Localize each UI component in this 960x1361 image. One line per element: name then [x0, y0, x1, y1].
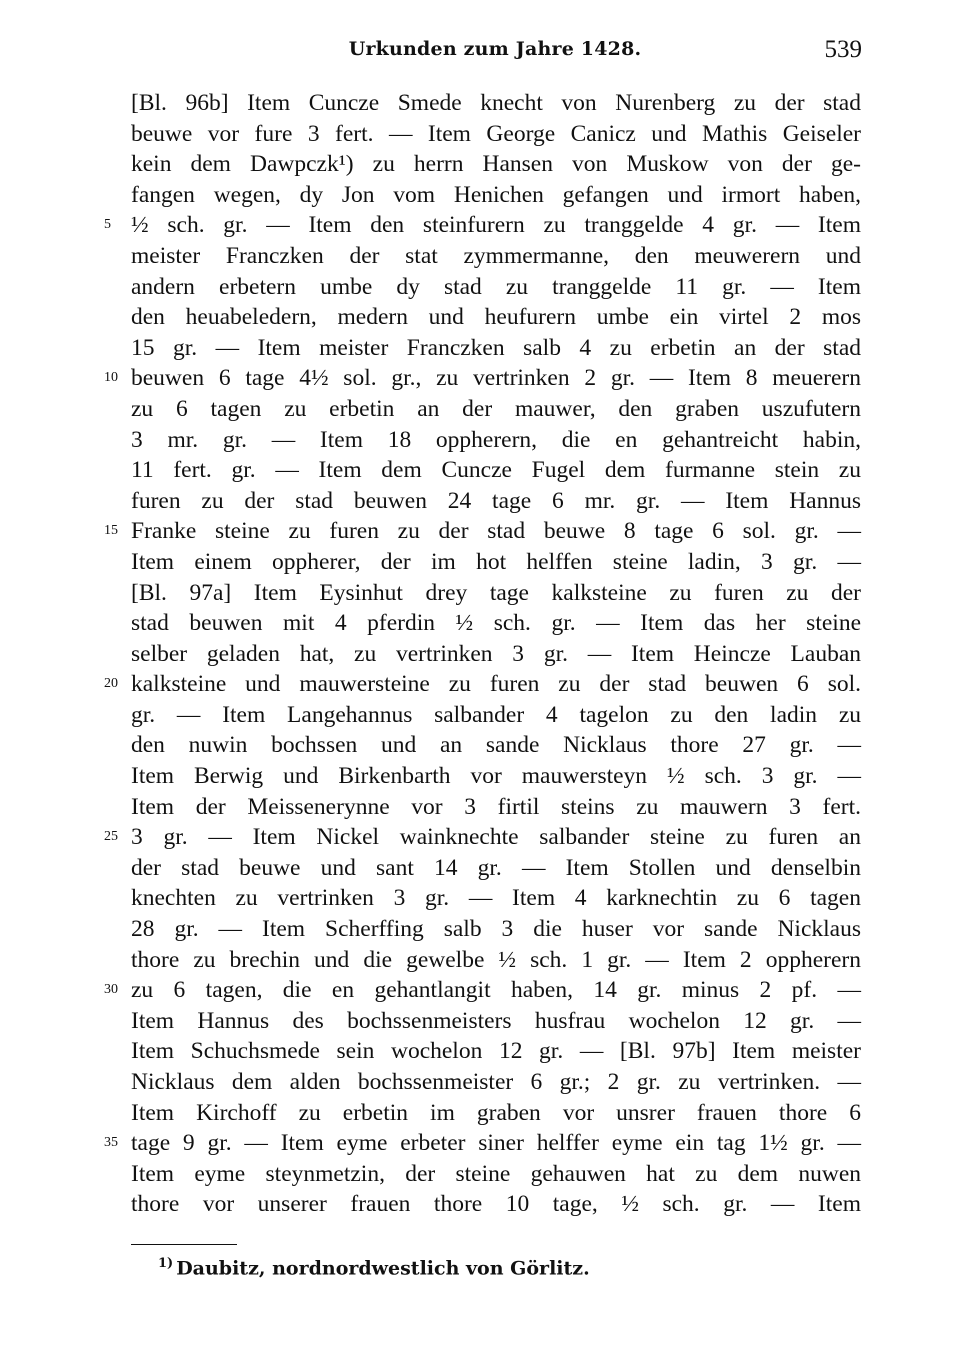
- text-line: [0, 363, 960, 394]
- text-line: [0, 302, 960, 333]
- line-text: 3 mr. gr. — Item 18 oppherern, die en gehantreicht habin,: [131, 426, 861, 453]
- text-line: [0, 700, 960, 731]
- line-number: 30: [104, 982, 118, 998]
- text-line: [0, 578, 960, 609]
- page-header: [130, 38, 860, 72]
- text-line: [0, 669, 960, 700]
- footnote-rule: [131, 1244, 237, 1245]
- line-text: selber geladen hat, zu vertrinken 3 gr. — Item Heincze Lauban: [131, 640, 861, 667]
- text-line: [0, 1036, 960, 1067]
- line-number: 5: [104, 217, 111, 233]
- line-text: Item Berwig und Birkenbarth vor mauwersteyn ½ sch. 3 gr. —: [131, 763, 861, 790]
- line-text: Item Kirchoff zu erbetin im graben vor unsrer frauen thore 6: [131, 1099, 861, 1126]
- line-text: beuwen 6 tage 4½ sol. gr., zu vertrinken 2 gr. — Item 8 meuerern: [131, 365, 861, 392]
- text-line: [0, 149, 960, 180]
- line-text: thore vor unserer frauen thore 10 tage, ½ sch. gr. — Item: [131, 1191, 861, 1218]
- text-line: [0, 761, 960, 792]
- line-text: Nicklaus dem alden bochssenmeister 6 gr.; 2 gr. zu vertrinken. —: [131, 1069, 861, 1095]
- line-text: Franke steine zu furen zu der stad beuwe 8 tage 6 sol. gr. —: [131, 518, 861, 545]
- body-text: [0, 88, 960, 1220]
- text-line: [0, 945, 960, 976]
- text-line: [0, 119, 960, 150]
- line-text: Item Hannus des bochssenmeisters husfrau wochelon 12 gr. —: [131, 1007, 861, 1034]
- text-line: [0, 608, 960, 639]
- line-text: tage 9 gr. — Item eyme erbeter siner helffer eyme ein tag 1½ gr. —: [131, 1130, 861, 1157]
- line-text: andern erbetern umbe dy stad zu tranggelde 11 gr. — Item: [131, 273, 861, 300]
- line-text: 11 fert. gr. — Item dem Cuncze Fugel dem furmanne stein zu: [131, 457, 861, 484]
- line-text: [Bl. 96b] Item Cuncze Smede knecht von Nurenberg zu der stad: [131, 90, 861, 116]
- text-line: [0, 394, 960, 425]
- text-line: [0, 730, 960, 761]
- line-text: zu 6 tagen zu erbetin an der mauwer, den graben uszufutern: [131, 395, 861, 422]
- line-text: kein dem Dawpczk¹) zu herrn Hansen von Muskow von der ge-: [131, 151, 861, 178]
- text-line: [0, 455, 960, 486]
- text-line: [0, 516, 960, 547]
- line-text: Item eyme steynmetzin, der steine gehauwen hat zu dem nuwen: [131, 1160, 861, 1187]
- text-line: [0, 883, 960, 914]
- text-line: [0, 1128, 960, 1159]
- text-line: [0, 639, 960, 670]
- line-text: furen zu der stad beuwen 24 tage 6 mr. gr. — Item Hannus: [131, 487, 861, 514]
- line-text: kalksteine und mauwersteine zu furen zu der stad beuwen 6 sol.: [131, 671, 861, 698]
- text-line: [0, 88, 960, 119]
- line-text: ½ sch. gr. — Item den steinfurern zu tranggelde 4 gr. — Item: [131, 212, 861, 239]
- text-line: [0, 1098, 960, 1129]
- line-number: 20: [104, 676, 118, 692]
- line-text: thore zu brechin und die gewelbe ½ sch. 1 gr. — Item 2 oppherern: [131, 946, 861, 973]
- text-line: [0, 333, 960, 364]
- text-line: [0, 914, 960, 945]
- line-text: gr. — Item Langehannus salbander 4 tagelon zu den ladin zu: [131, 701, 861, 728]
- line-text: 15 gr. — Item meister Franczken salb 4 zu erbetin an der stad: [131, 334, 861, 361]
- text-line: [0, 547, 960, 578]
- text-line: [0, 180, 960, 211]
- line-text: [Bl. 97a] Item Eysinhut drey tage kalksteine zu furen zu der: [131, 579, 861, 606]
- text-line: [0, 1189, 960, 1220]
- running-title: Urkunden zum Jahre 1428.: [348, 38, 642, 60]
- text-line: [0, 853, 960, 884]
- line-number: 35: [104, 1135, 118, 1151]
- line-text: der stad beuwe und sant 14 gr. — Item Stollen und denselbin: [131, 854, 861, 881]
- text-line: [0, 486, 960, 517]
- text-line: [0, 1159, 960, 1190]
- text-line: [0, 210, 960, 241]
- text-line: [0, 272, 960, 303]
- line-text: Item der Meissenerynne vor 3 firtil steins zu mauwern 3 fert.: [131, 793, 861, 820]
- text-line: [0, 425, 960, 456]
- footnote: [158, 1256, 590, 1279]
- text-line: [0, 1067, 960, 1098]
- line-text: Item Schuchsmede sein wochelon 12 gr. — [Bl. 97b] Item meister: [131, 1038, 861, 1065]
- line-text: 28 gr. — Item Scherffing salb 3 die huser vor sande Nicklaus: [131, 916, 861, 943]
- line-number: 10: [104, 370, 118, 386]
- footnote-text: Daubitz, nordnordwestlich von Görlitz.: [176, 1257, 590, 1280]
- text-line: [0, 822, 960, 853]
- text-line: [0, 792, 960, 823]
- line-number: 25: [104, 829, 118, 845]
- line-text: meister Franczken der stat zymmermanne, den meuwerern und: [131, 242, 861, 269]
- footnote-mark: 1): [158, 1256, 174, 1271]
- line-text: den nuwin bochssen und an sande Nicklaus thore 27 gr. —: [131, 732, 861, 759]
- text-line: [0, 975, 960, 1006]
- line-text: knechten zu vertrinken 3 gr. — Item 4 karknechtin zu 6 tagen: [131, 885, 861, 912]
- line-text: 3 gr. — Item Nickel wainknechte salbander steine zu furen an: [131, 824, 861, 851]
- line-text: zu 6 tagen, die en gehantlangit haben, 14 gr. minus 2 pf. —: [131, 977, 861, 1004]
- text-line: [0, 241, 960, 272]
- line-text: fangen wegen, dy Jon vom Henichen gefangen und irmort haben,: [131, 181, 861, 208]
- line-text: stad beuwen mit 4 pferdin ½ sch. gr. — Item das her steine: [131, 610, 861, 637]
- line-text: beuwe vor fure 3 fert. — Item George Canicz und Mathis Geiseler: [131, 120, 861, 147]
- line-text: den heuabeledern, medern und heufurern umbe ein virtel 2 mos: [131, 304, 861, 331]
- line-number: 15: [104, 523, 118, 539]
- line-text: Item einem oppherer, der im hot helffen steine ladin, 3 gr. —: [131, 548, 861, 575]
- page-number: 539: [824, 36, 862, 63]
- text-line: [0, 1006, 960, 1037]
